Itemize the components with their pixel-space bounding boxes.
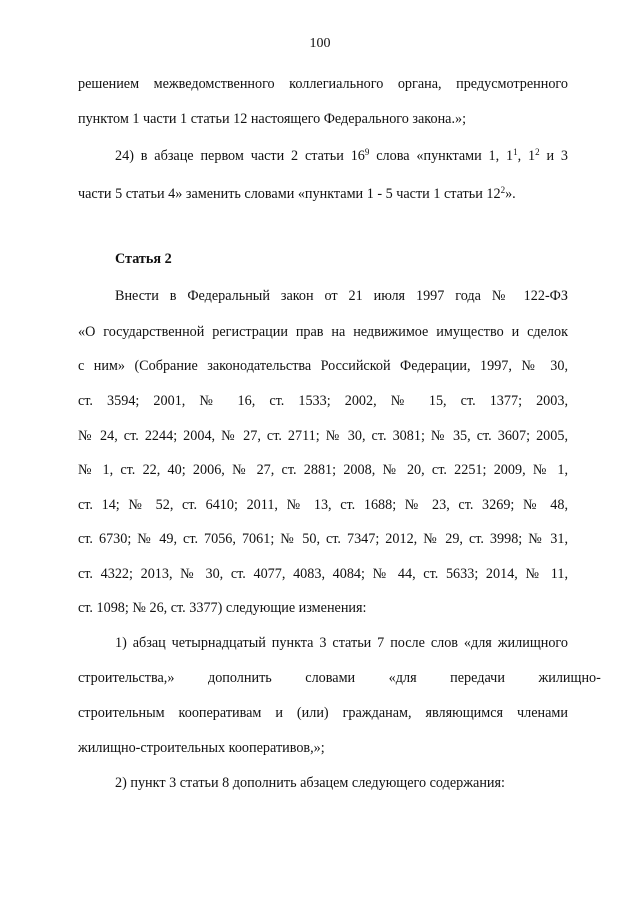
text-line: ст. 6730; № 49, ст. 7056, 7061; № 50, ст. 7347; 2012, № 29, ст. 3998; № 31, xyxy=(78,531,568,547)
superscript: 2 xyxy=(535,147,540,157)
text-line: ст. 1098; № 26, ст. 3377) следующие изменения: xyxy=(78,600,367,616)
page-number: 100 xyxy=(309,36,331,51)
text-line xyxy=(78,184,568,204)
superscript: 2 xyxy=(500,185,506,195)
text-line xyxy=(115,146,568,166)
text-line: 2) пункт 3 статьи 8 дополнить абзацем следующего содержания: xyxy=(115,775,505,791)
text-line: ст. 3594; 2001, № 16, ст. 1533; 2002, № 15, ст. 1377; 2003, xyxy=(78,393,568,409)
text-segment: и 3 xyxy=(539,148,569,164)
text-line: с ним» (Собрание законодательства Российской Федерации, 1997, № 30, xyxy=(78,358,568,374)
text-line: жилищно-строительных кооперативов,»; xyxy=(78,740,325,756)
text-segment: 24) в абзаце первом части 2 статьи 16 xyxy=(115,148,365,164)
text-line: 1) абзац четырнадцатый пункта 3 статьи 7 после слов «для жилищного xyxy=(115,635,568,651)
text-segment: слова «пунктами 1, 1 xyxy=(369,148,514,164)
text-segment: строительства,» дополнить словами «для передачи жилищно- xyxy=(78,670,601,686)
text-line: «О государственной регистрации прав на недвижимое имущество и сделок xyxy=(78,324,568,340)
text-line xyxy=(78,668,601,688)
text-line: № 24, ст. 2244; 2004, № 27, ст. 2711; № 30, ст. 3081; № 35, ст. 3607; 2005, xyxy=(78,428,568,444)
text-line: строительным кооперативам и (или) гражданам, являющимся членами xyxy=(78,705,568,721)
text-line: решением межведомственного коллегиального органа, предусмотренного xyxy=(78,76,568,92)
text-line: ст. 14; № 52, ст. 6410; 2011, № 13, ст. 1688; № 23, ст. 3269; № 48, xyxy=(78,497,568,513)
superscript: 9 xyxy=(364,147,370,157)
text-line: пунктом 1 части 1 статьи 12 настоящего Федерального закона.»; xyxy=(78,111,467,127)
text-line: Внести в Федеральный закон от 21 июля 1997 года № 122-ФЗ xyxy=(115,288,568,304)
text-segment: , 1 xyxy=(517,148,536,164)
text-segment: части 5 статьи 4» заменить словами «пунктами 1 - 5 части 1 статьи 12 xyxy=(78,186,501,202)
text-line: ст. 4322; 2013, № 30, ст. 4077, 4083, 4084; № 44, ст. 5633; 2014, № 11, xyxy=(78,566,568,582)
text-segment: ». xyxy=(505,186,516,202)
superscript: 1 xyxy=(513,147,518,157)
article-heading: Статья 2 xyxy=(115,251,172,267)
text-line: № 1, ст. 22, 40; 2006, № 27, ст. 2881; 2008, № 20, ст. 2251; 2009, № 1, xyxy=(78,462,568,478)
